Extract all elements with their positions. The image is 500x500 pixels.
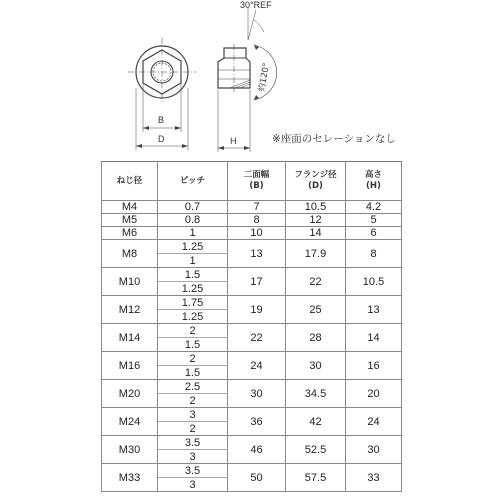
cell-height: 24 — [346, 408, 402, 436]
cell-flange-diameter: 57.5 — [286, 464, 346, 492]
angle-120-label: 約120° — [257, 62, 272, 93]
cell-across-flats: 13 — [228, 240, 286, 268]
table-row — [102, 464, 402, 478]
serration-note: ※座面のセレーションなし — [272, 133, 396, 145]
cell-pitch-fine: 1.5 — [158, 366, 228, 380]
cell-height: 33 — [346, 464, 402, 492]
header-pitch-label: ピッチ — [179, 175, 206, 186]
table-row — [102, 268, 402, 282]
header-across-flats-label: 二面幅 — [243, 170, 270, 180]
cell-thread-size: M10 — [102, 268, 158, 296]
table-row — [102, 380, 402, 394]
cell-across-flats: 30 — [228, 380, 286, 408]
cell-thread-size: M6 — [102, 227, 158, 240]
cell-pitch-fine: 2 — [158, 394, 228, 408]
table-header-row — [102, 162, 402, 201]
cell-pitch-coarse: 3.5 — [158, 436, 228, 450]
cell-pitch-fine: 1.25 — [158, 310, 228, 324]
header-across-flats — [228, 162, 286, 201]
cell-flange-diameter: 17.9 — [286, 240, 346, 268]
cell-pitch: 0.7 — [158, 201, 228, 214]
cell-height: 8 — [346, 240, 402, 268]
cell-pitch-coarse: 2.5 — [158, 380, 228, 394]
cell-height: 6 — [346, 227, 402, 240]
cell-pitch-coarse: 2 — [158, 352, 228, 366]
cell-thread-size: M14 — [102, 324, 158, 352]
cell-thread-size: M16 — [102, 352, 158, 380]
header-thread-size — [102, 162, 158, 201]
cell-flange-diameter: 12 — [286, 214, 346, 227]
header-thread-size-label: ねじ径 — [116, 175, 143, 186]
table-body — [102, 201, 402, 492]
cell-pitch-coarse: 1.5 — [158, 268, 228, 282]
cell-pitch-fine: 3 — [158, 478, 228, 492]
cell-pitch-coarse: 3.5 — [158, 464, 228, 478]
cell-across-flats: 46 — [228, 436, 286, 464]
cell-across-flats: 17 — [228, 268, 286, 296]
header-pitch — [158, 162, 228, 201]
table-row — [102, 240, 402, 254]
cell-pitch-fine: 1.5 — [158, 338, 228, 352]
cell-thread-size: M33 — [102, 464, 158, 492]
header-height-symbol: (H) — [366, 181, 381, 191]
cell-flange-diameter: 14 — [286, 227, 346, 240]
cell-pitch-coarse: 1.25 — [158, 240, 228, 254]
cell-across-flats: 24 — [228, 352, 286, 380]
header-flange-diameter-symbol: (D) — [308, 181, 323, 191]
cell-thread-size: M30 — [102, 436, 158, 464]
dim-b-label: B — [158, 115, 165, 125]
header-across-flats-symbol: (B) — [249, 181, 264, 191]
cell-flange-diameter: 22 — [286, 268, 346, 296]
cell-height: 10.5 — [346, 268, 402, 296]
cell-across-flats: 10 — [228, 227, 286, 240]
cell-thread-size: M5 — [102, 214, 158, 227]
angle-30-ref-label: 30°REF — [240, 0, 272, 10]
cell-across-flats: 36 — [228, 408, 286, 436]
table-row — [102, 352, 402, 366]
table-row — [102, 201, 402, 214]
header-flange-diameter-label: フランジ径 — [294, 170, 337, 180]
flange-nut-drawing — [0, 0, 500, 160]
cell-height: 30 — [346, 436, 402, 464]
cell-across-flats: 50 — [228, 464, 286, 492]
cell-pitch-coarse: 1.75 — [158, 296, 228, 310]
cell-pitch: 0.8 — [158, 214, 228, 227]
cell-pitch-fine: 1.25 — [158, 282, 228, 296]
cell-thread-size: M24 — [102, 408, 158, 436]
cell-pitch-coarse: 2 — [158, 324, 228, 338]
cell-across-flats: 19 — [228, 296, 286, 324]
cell-height: 5 — [346, 214, 402, 227]
cell-pitch-fine: 3 — [158, 450, 228, 464]
cell-height: 4.2 — [346, 201, 402, 214]
dim-h-label: H — [230, 136, 237, 146]
cell-thread-size: M12 — [102, 296, 158, 324]
cell-pitch-coarse: 3 — [158, 408, 228, 422]
cell-thread-size: M4 — [102, 201, 158, 214]
header-height-label: 高さ — [364, 170, 382, 180]
cell-flange-diameter: 42 — [286, 408, 346, 436]
cell-pitch: 1 — [158, 227, 228, 240]
cell-flange-diameter: 28 — [286, 324, 346, 352]
cell-height: 14 — [346, 324, 402, 352]
cell-flange-diameter: 34.5 — [286, 380, 346, 408]
cell-pitch-fine: 2 — [158, 422, 228, 436]
header-height — [346, 162, 402, 201]
dimension-table — [101, 161, 402, 492]
header-flange-diameter — [286, 162, 346, 201]
cell-across-flats: 8 — [228, 214, 286, 227]
cell-flange-diameter: 10.5 — [286, 201, 346, 214]
table-row — [102, 436, 402, 450]
cell-height: 13 — [346, 296, 402, 324]
cell-flange-diameter: 52.5 — [286, 436, 346, 464]
cell-thread-size: M8 — [102, 240, 158, 268]
table-row — [102, 324, 402, 338]
cell-pitch-fine: 1 — [158, 254, 228, 268]
cell-thread-size: M20 — [102, 380, 158, 408]
table-row — [102, 296, 402, 310]
table-row — [102, 214, 402, 227]
cell-flange-diameter: 25 — [286, 296, 346, 324]
dim-d-label: D — [158, 134, 165, 144]
table-row — [102, 408, 402, 422]
cell-height: 16 — [346, 352, 402, 380]
table-row — [102, 227, 402, 240]
cell-height: 20 — [346, 380, 402, 408]
cell-across-flats: 7 — [228, 201, 286, 214]
cell-flange-diameter: 30 — [286, 352, 346, 380]
cell-across-flats: 22 — [228, 324, 286, 352]
